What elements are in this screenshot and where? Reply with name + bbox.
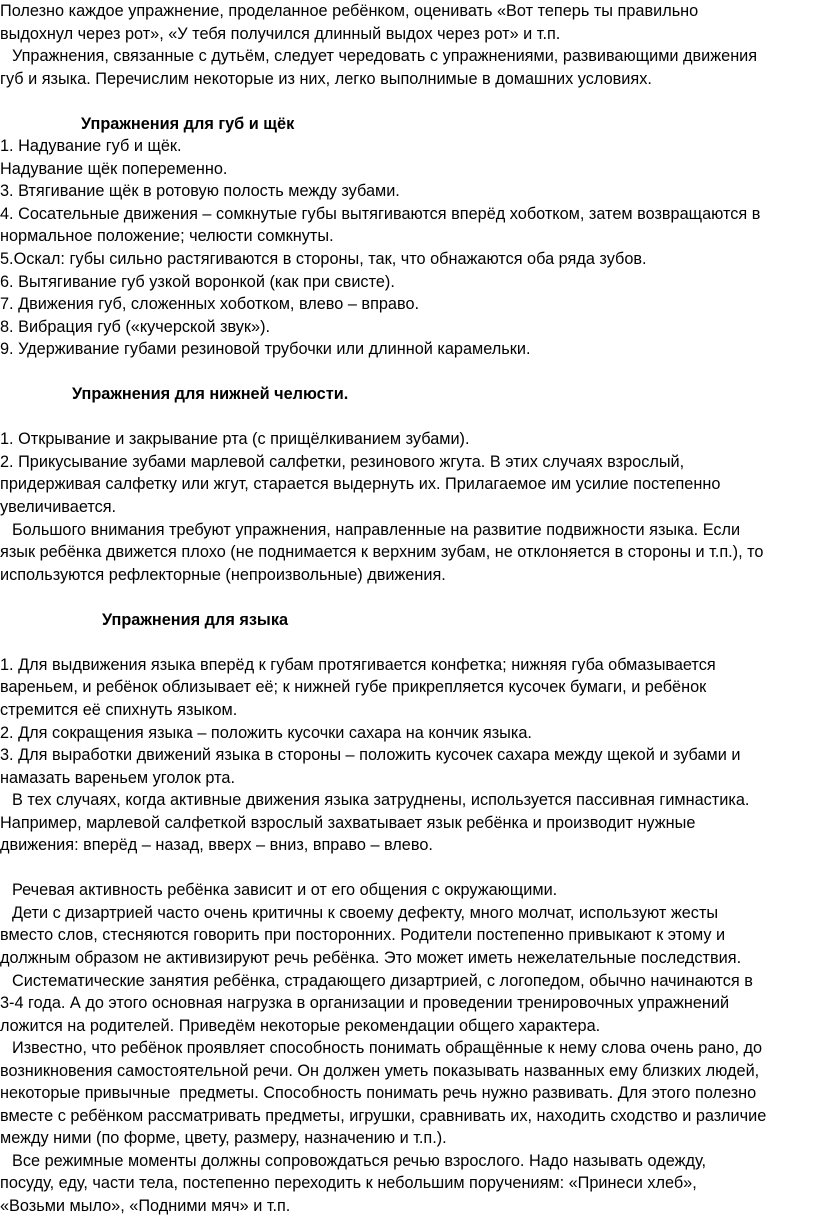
list-item: стремится её спихнуть языком. — [0, 700, 238, 719]
list-item: 1. Для выдвижения языка вперёд к губам протягивается конфетка; нижняя губа обмазывается — [0, 655, 716, 674]
text-line: ложится на родителей. Приведём некоторые рекомендации общего характера. — [0, 1016, 601, 1035]
text-line: возникновения самостоятельной речи. Он должен уметь показывать названных ему близких людей, — [0, 1061, 760, 1080]
text-line: Речевая активность ребёнка зависит и от его общения с окружающими. — [12, 881, 558, 900]
text-line: посуду, еду, части тела, постепенно переходить к небольшим поручениям: «Принеси хлеб», — [0, 1174, 697, 1193]
spacer — [0, 406, 816, 429]
tongue-heading: Упражнения для языка — [102, 610, 289, 629]
text-line: между ними (по форме, цвету, размеру, назначению и т.п.). — [0, 1129, 447, 1148]
list-item: 2. Для сокращения языка – положить кусочки сахара на кончик языка. — [0, 723, 532, 742]
text-line: вместо слов, стесняются говорить при посторонних. Родители постепенно привыкают к этому и — [0, 926, 726, 945]
text-line: Полезно каждое упражнение, проделанное ребёнком, оценивать «Вот теперь ты правильно — [0, 2, 699, 20]
list-item: 6. Вытягивание губ узкой воронкой (как при свисте). — [0, 272, 395, 291]
list-item: нормальное положение; челюсти сомкнуты. — [0, 227, 334, 246]
lips-heading: Упражнения для губ и щёк — [81, 114, 295, 133]
text-line: выдохнул через рот», «У тебя получился длинный выдох через рот» и т.п. — [0, 24, 561, 43]
text-line: Например, марлевой салфеткой взрослый захватывает язык ребёнка и производит нужные — [0, 813, 696, 832]
text-line: движения: вперёд – назад, вверх – вниз, вправо – влево. — [0, 836, 433, 855]
spacer — [0, 361, 816, 384]
text-line: В тех случаях, когда активные движения языка затруднены, используется пассивная гимнастика. — [12, 791, 750, 810]
text-line: Систематические занятия ребёнка, страдающего дизартрией, с логопедом, обычно начинаются в — [12, 971, 753, 990]
list-item: 3. Для выработки движений языка в стороны – положить кусочек сахара между щекой и зубами и — [0, 746, 741, 765]
list-item: 1. Открывание и закрывание рта (с прищёлкиванием зубами). — [0, 430, 470, 449]
list-item: придерживая салфетку или жгут, старается выдернуть их. Прилагаемое им усилие постепенно — [0, 475, 721, 494]
text-line: используются рефлекторные (непроизвольные) движения. — [0, 565, 446, 584]
list-item: Надувание щёк попеременно. — [0, 159, 228, 178]
list-item: 5.Оскал: губы сильно растягиваются в стороны, так, что обнажаются оба ряда зубов. — [0, 250, 647, 269]
spacer — [0, 857, 816, 880]
list-item: 2. Прикусывание зубами марлевой салфетки, резинового жгута. В этих случаях взрослый, — [0, 452, 685, 471]
list-item: намазать вареньем уголок рта. — [0, 768, 235, 787]
text-line: Упражнения, связанные с дутьём, следует чередовать с упражнениями, развивающими движения — [12, 47, 758, 66]
text-line: Большого внимания требуют упражнения, направленные на развитие подвижности языка. Если — [12, 520, 741, 539]
list-item: 8. Вибрация губ («кучерской звук»). — [0, 317, 271, 336]
list-item: 7. Движения губ, сложенных хоботком, влево – вправо. — [0, 295, 420, 314]
spacer — [0, 586, 816, 609]
list-item: 1. Надувание губ и щёк. — [0, 137, 182, 156]
text-line: некоторые привычные предметы. Способность понимать речь нужно развивать. Для этого полезно — [0, 1084, 757, 1103]
text-line: Дети с дизартрией часто очень критичны к своему дефекту, много молчат, используют жесты — [12, 903, 719, 922]
text-line: язык ребёнка движется плохо (не поднимается к верхним зубам, не отклоняется в стороны и т.п.), то — [0, 543, 764, 562]
list-item: 3. Втягивание щёк в ротовую полость между зубами. — [0, 182, 400, 201]
text-line: Все режимные моменты должны сопровождаться речью взрослого. Надо называть одежду, — [12, 1151, 706, 1170]
text-line: должным образом не активизируют речь ребёнка. Это может иметь нежелательные последствия. — [0, 948, 742, 967]
text-line: «Возьми мыло», «Подними мяч» и т.п. — [0, 1196, 291, 1215]
spacer — [0, 631, 816, 654]
list-item: 9. Удерживание губами резиновой трубочки или длинной карамельки. — [0, 340, 531, 359]
list-item: увеличивается. — [0, 498, 117, 517]
text-line: вместе с ребёнком рассматривать предметы, игрушки, сравнивать их, находить сходство и различие — [0, 1106, 767, 1125]
list-item: вареньем, и ребёнок облизывает её; к нижней губе прикрепляется кусочек бумаги, и ребёнок — [0, 678, 707, 697]
text-line: 3-4 года. А до этого основная нагрузка в организации и проведении тренировочных упражнений — [0, 994, 730, 1013]
spacer — [0, 90, 816, 113]
text-line: губ и языка. Перечислим некоторые из них, легко выполнимые в домашних условиях. — [0, 69, 652, 88]
text-line: Известно, что ребёнок проявляет способность понимать обращённые к нему слова очень рано, до — [12, 1039, 763, 1058]
list-item: 4. Сосательные движения – сомкнутые губы вытягиваются вперёд хоботком, затем возвращаются в — [0, 204, 761, 223]
jaw-heading: Упражнения для нижней челюсти. — [72, 385, 349, 404]
